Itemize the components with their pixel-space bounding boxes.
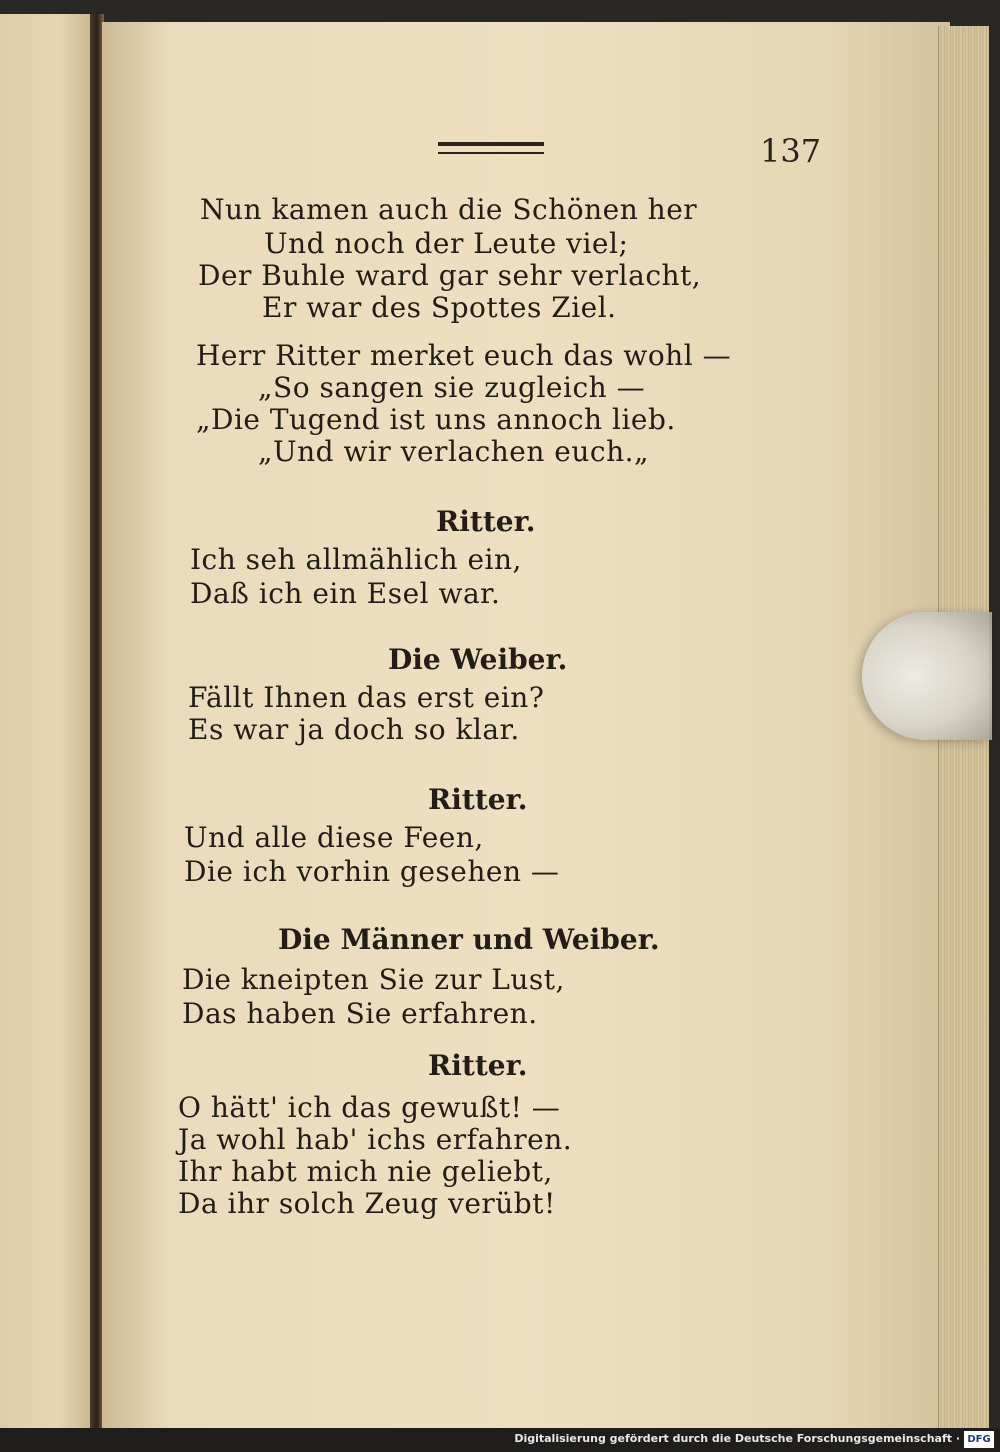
verse-line: Nun kamen auch die Schönen her bbox=[200, 193, 698, 226]
verse-line: „Und wir verlachen euch.„ bbox=[258, 435, 650, 468]
speaker-heading: Ritter. bbox=[436, 505, 536, 538]
verse-line: O hätt' ich das gewußt! — bbox=[178, 1091, 561, 1124]
dfg-logo: DFG bbox=[964, 1431, 994, 1448]
speaker-heading: Ritter. bbox=[428, 1049, 528, 1082]
verse-line: Die ich vorhin gesehen — bbox=[184, 855, 560, 888]
speaker-heading: Die Weiber. bbox=[388, 643, 568, 676]
page-number: 137 bbox=[760, 132, 822, 170]
verse-line: Ich seh allmählich ein, bbox=[190, 543, 522, 576]
bookmark-clip bbox=[862, 612, 992, 740]
verse-line: Ja wohl hab' ichs erfahren. bbox=[178, 1123, 573, 1156]
verse-line: Fällt Ihnen das erst ein? bbox=[188, 681, 545, 714]
verse-line: Die kneipten Sie zur Lust, bbox=[182, 963, 565, 996]
verse-line: „So sangen sie zugleich — bbox=[258, 371, 646, 404]
footer-credit: Digitalisierung gefördert durch die Deutsche Forschungsgemeinschaft · bbox=[514, 1432, 960, 1445]
verse-line: Und noch der Leute viel; bbox=[264, 227, 629, 260]
verse-line: Ihr habt mich nie geliebt, bbox=[178, 1155, 553, 1188]
verse-line: „Die Tugend ist uns annoch lieb. bbox=[196, 403, 676, 436]
header-rule bbox=[438, 142, 544, 154]
speaker-heading: Ritter. bbox=[428, 783, 528, 816]
verse-line: Er war des Spottes Ziel. bbox=[262, 291, 617, 324]
verse-line: Der Buhle ward gar sehr verlacht, bbox=[198, 259, 702, 292]
verse-line: Da ihr solch Zeug verübt! bbox=[178, 1187, 556, 1220]
verse-line: Es war ja doch so klar. bbox=[188, 713, 520, 746]
left-page bbox=[0, 14, 98, 1428]
verse-line: Daß ich ein Esel war. bbox=[190, 577, 501, 610]
speaker-heading: Die Männer und Weiber. bbox=[278, 923, 660, 956]
verse-line: Herr Ritter merket euch das wohl — bbox=[196, 339, 732, 372]
verse-line: Das haben Sie erfahren. bbox=[182, 997, 538, 1030]
verse-line: Und alle diese Feen, bbox=[184, 821, 484, 854]
footer-bar bbox=[0, 1428, 1000, 1452]
